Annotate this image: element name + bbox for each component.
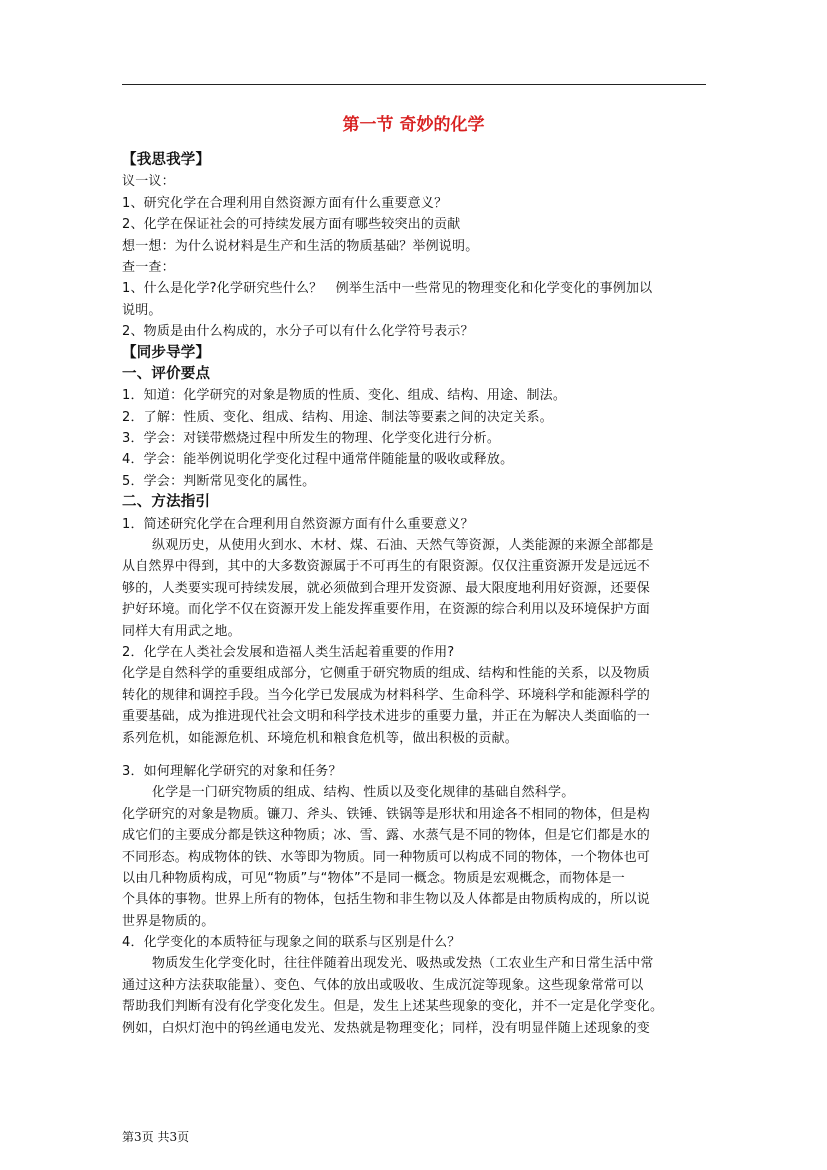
text-line: 护好环境。而化学不仅在资源开发上能发挥重要作用，在资源的综合利用以及环境保护方面 [122, 602, 651, 618]
section-heading: 一、评价要点 [122, 365, 211, 382]
document-title: 第一节 奇妙的化学 [342, 115, 485, 135]
text-line: 2、化学在保证社会的可持续发展方面有哪些较突出的贡献 [122, 217, 461, 233]
text-line: 例如，白炽灯泡中的钨丝通电发光、发热就是物理变化；同样，没有明显伴随上述现象的变 [122, 1020, 651, 1036]
paragraph-gap [122, 749, 706, 761]
section-heading: 【我思我学】 [122, 152, 211, 168]
text-line: 1．知道：化学研究的对象是物质的性质、变化、组成、结构、用途、制法。 [122, 388, 567, 404]
text-line: 系列危机，如能源危机、环境危机和粮食危机等，做出积极的贡献。 [122, 730, 519, 746]
text-line: 同样大有用武之地。 [122, 623, 241, 639]
text-line: 3．学会：对镁带燃烧过程中所发生的物理、化学变化进行分析。 [122, 431, 501, 447]
section-heading: 二、方法指引 [122, 494, 211, 511]
text-line: 纵观历史，从使用火到水、木材、煤、石油、天然气等资源，人类能源的来源全部都是 [152, 538, 654, 554]
text-line: 1、研究化学在合理利用自然资源方面有什么重要意义？ [122, 195, 448, 211]
text-line: 2、物质是由什么构成的，水分子可以有什么化学符号表示？ [122, 324, 474, 340]
text-line: 1．简述研究化学在合理利用自然资源方面有什么重要意义？ [122, 516, 474, 532]
text-line: 3．如何理解化学研究的对象和任务？ [122, 763, 342, 779]
text-line: 物质发生化学变化时，往往伴随着出现发光、吸热或发热（工农业生产和日常生活中常 [152, 956, 654, 972]
text-line: 4．化学变化的本质特征与现象之间的联系与区别是什么？ [122, 935, 461, 951]
text-line: 化学研究的对象是物质。镰刀、斧头、铁锤、铁锅等是形状和用途各不相同的物体，但是构 [122, 806, 651, 822]
text-line: 以由几种物质构成，可见“物质”与“物体”不是同一概念。物质是宏观概念，而物体是一 [122, 870, 625, 886]
text-line: 从自然界中得到，其中的大多数资源属于不可再生的有限资源。仅仅注重资源开发是远远不 [122, 559, 651, 575]
text-line: 化学是一门研究物质的组成、结构、性质以及变化规律的基础自然科学。 [152, 785, 575, 801]
section-heading: 【同步导学】 [122, 344, 211, 361]
text-line: 查一查： [122, 259, 175, 275]
text-line: 4．学会：能举例说明化学变化过程中通常伴随能量的吸收或释放。 [122, 452, 514, 468]
text-line: 通过这种方法获取能量）、变色、气体的放出或吸收、生成沉淀等现象。这些现象常常可以 [122, 977, 644, 993]
text-line: 2．了解：性质、变化、组成、结构、用途、制法等要素之间的决定关系。 [122, 409, 553, 425]
text-line: 成它们的主要成分都是铁这种物质；冰、雪、露、水蒸气是不同的物体，但是它们都是水的 [122, 828, 651, 844]
text-line: 够的，人类要实现可持续发展，就必须做到合理开发资源、最大限度地利用好资源，还要保 [122, 580, 651, 596]
text-line: 个具体的事物。世界上所有的物体，包括生物和非生物以及人体都是由物质构成的，所以说 [122, 892, 651, 908]
header-rule [122, 84, 706, 85]
text-line: 化学是自然科学的重要组成部分，它侧重于研究物质的组成、结构和性能的关系，以及物质 [122, 666, 651, 682]
page-footer: 第3页 共3页 [122, 1130, 190, 1144]
text-line: 说明。 [122, 302, 162, 318]
text-line: 1、什么是化学?化学研究些什么？ 例举生活中一些常见的物理变化和化学变化的事例加以 [122, 281, 653, 297]
text-line: 2．化学在人类社会发展和造福人类生活起着重要的作用? [122, 644, 455, 660]
text-line: 转化的规律和调控手段。当今化学已发展成为材料科学、生命科学、环境科学和能源科学的 [122, 687, 651, 703]
document-body [122, 150, 706, 1039]
text-line: 重要基础，成为推进现代社会文明和科学技术进步的重要力量，并正在为解决人类面临的一 [122, 709, 651, 725]
text-line: 帮助我们判断有没有化学变化发生。但是，发生上述某些现象的变化，并不一定是化学变化。 [122, 999, 664, 1015]
text-line: 世界是物质的。 [122, 913, 215, 929]
text-line: 不同形态。构成物体的铁、水等即为物质。同一种物质可以构成不同的物体，一个物体也可 [122, 849, 651, 865]
text-line: 议一议： [122, 174, 175, 190]
text-line: 想一想：为什么说材料是生产和生活的物质基础？举例说明。 [122, 238, 479, 254]
text-line: 5．学会：判断常见变化的属性。 [122, 473, 316, 489]
